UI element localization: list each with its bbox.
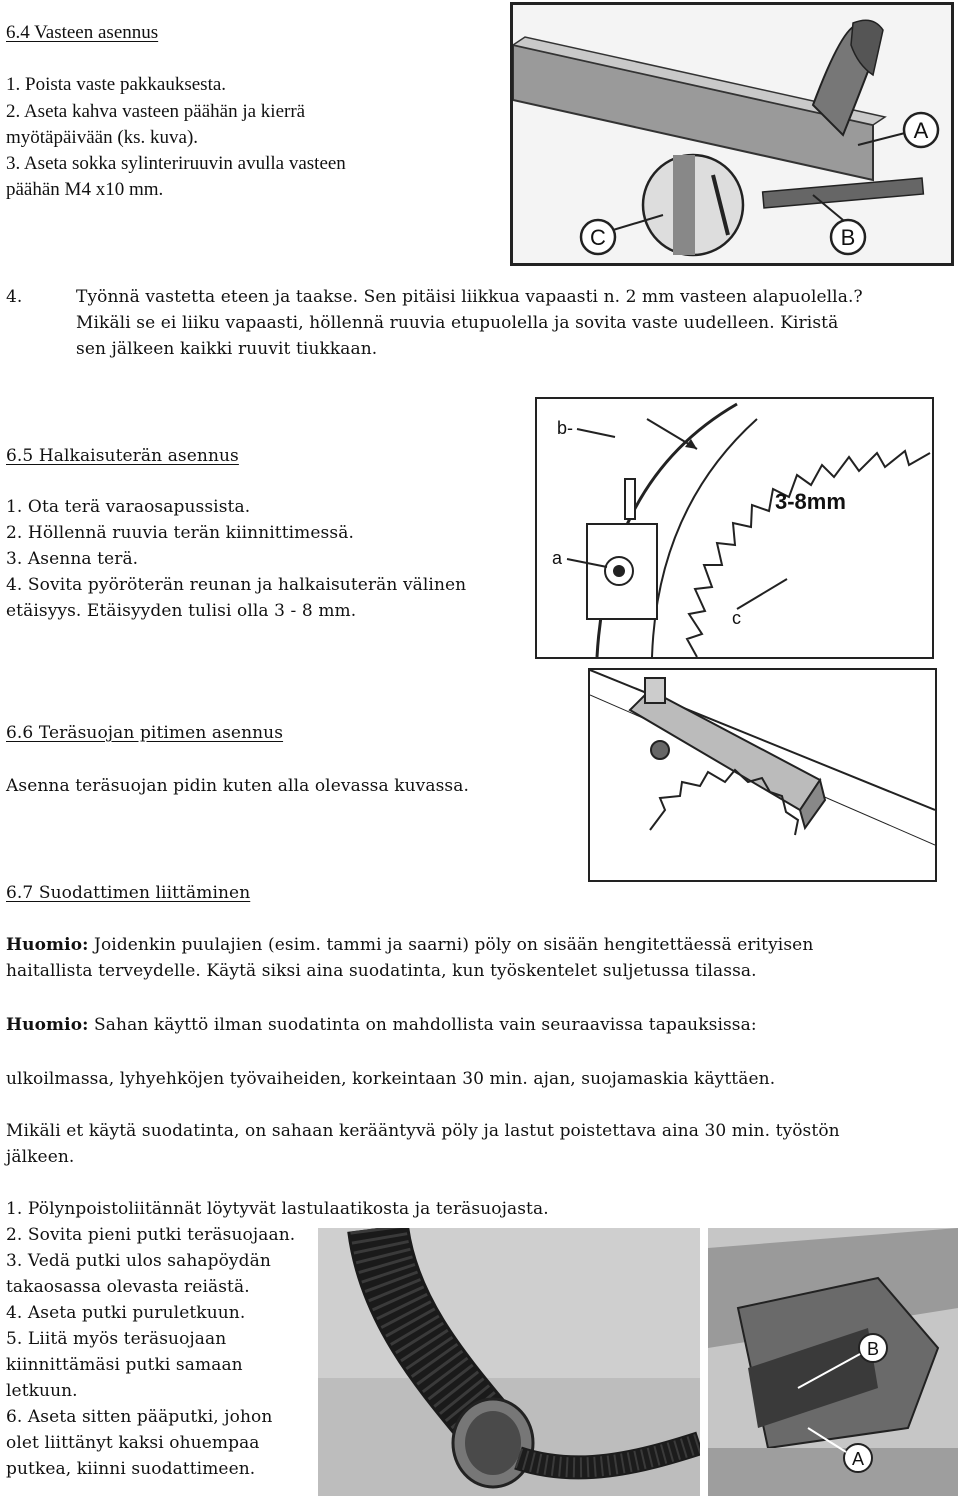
fig-label-a: A: [913, 118, 929, 143]
s67-note2-text: Sahan käyttö ilman suodatinta on mahdollista vain seuraavissa tapauksissa:: [88, 1015, 757, 1035]
s67-step-5c: letkuun.: [6, 1381, 78, 1401]
s67-note1-line2: haitallista terveydelle. Käytä siksi aina suodatinta, kun työskentelet suljetussa tilassa.: [6, 961, 757, 981]
s65-step-4b: etäisyys. Etäisyyden tulisi olla 3 - 8 mm.: [6, 601, 357, 621]
s65-step-1: 1. Ota terä varaosapussista.: [6, 497, 251, 517]
photo-label-b: B: [866, 1339, 880, 1359]
saw-guard-illustration: [708, 1228, 958, 1496]
section-6-6-title: 6.6 Teräsuojan pitimen asennus: [6, 723, 284, 743]
section-6-7-title: 6.7 Suodattimen liittäminen: [6, 883, 251, 903]
fig-label-b-lower: b-: [557, 418, 574, 438]
fence-illustration: [513, 5, 951, 263]
s64-step-4-num: 4.: [6, 287, 23, 307]
fig-label-c-lower: c: [732, 608, 741, 628]
s67-step-5b: kiinnittämäsi putki samaan: [6, 1355, 243, 1375]
s67-step-3b: takaosassa olevasta reiästä.: [6, 1277, 250, 1297]
s64-step-1: 1. Poista vaste pakkauksesta.: [6, 74, 227, 95]
s64-step-3a: 3. Aseta sokka sylinteriruuvin avulla vasteen: [6, 153, 346, 174]
saw-guard-photo: [708, 1228, 958, 1496]
s67-step-6b: olet liittänyt kaksi ohuempaa: [6, 1433, 260, 1453]
s67-note1-text: Joidenkin puulajien (esim. tammi ja saarni) pöly on sisään hengitettäessä erityisen: [88, 935, 814, 955]
fig-label-c: C: [590, 225, 606, 250]
s64-step-4-line1: Työnnä vastetta eteen ja taakse. Sen pitäisi liikkua vapaasti n. 2 mm vasteen alapuolella.?: [76, 287, 863, 307]
photo-label-a: A: [851, 1449, 865, 1469]
s67-step-1: 1. Pölynpoistoliitännät löytyvät lastulaatikosta ja teräsuojasta.: [6, 1199, 549, 1219]
s65-step-3: 3. Asenna terä.: [6, 549, 139, 569]
riving-knife-illustration: [537, 399, 932, 657]
s64-step-2a: 2. Aseta kahva vasteen päähän ja kierrä: [6, 101, 306, 122]
s67-cases: ulkoilmassa, lyhyehköjen työvaiheiden, korkeintaan 30 min. ajan, suojamaskia käyttäen.: [6, 1069, 776, 1089]
guard-holder-figure: [588, 668, 937, 882]
s67-nofilter-line2: jälkeen.: [6, 1147, 75, 1167]
s67-step-6a: 6. Aseta sitten pääputki, johon: [6, 1407, 273, 1427]
section-6-4-title: 6.4 Vasteen asennus: [6, 22, 159, 43]
s67-step-3a: 3. Vedä putki ulos sahapöydän: [6, 1251, 271, 1271]
s64-step-2b: myötäpäivään (ks. kuva).: [6, 127, 199, 148]
hose-photo: [318, 1228, 700, 1496]
fence-figure: [510, 2, 954, 266]
s67-note2-label: Huomio:: [6, 1015, 89, 1035]
riving-knife-figure: [535, 397, 934, 659]
s67-step-2: 2. Sovita pieni putki teräsuojaan.: [6, 1225, 296, 1245]
s64-step-4-line3: sen jälkeen kaikki ruuvit tiukkaan.: [76, 339, 378, 359]
s67-note2: [6, 1012, 757, 1038]
s64-step-4-line2: Mikäli se ei liiku vapaasti, höllennä ruuvia etupuolella ja sovita vaste uudelleen. Kiristä: [76, 313, 839, 333]
fig-label-a-lower: a: [552, 548, 563, 568]
s67-note1-label: Huomio:: [6, 935, 89, 955]
guard-holder-illustration: [590, 670, 935, 880]
fig-distance-label: 3-8mm: [775, 489, 846, 514]
s67-nofilter-line1: Mikäli et käytä suodatinta, on sahaan kerääntyvä pöly ja lastut poistettava aina 30 min. työstön: [6, 1121, 840, 1141]
s65-step-4a: 4. Sovita pyöröterän reunan ja halkaisuterän välinen: [6, 575, 467, 595]
s64-step-3b: päähän M4 x10 mm.: [6, 179, 164, 200]
s67-note1-line1: [6, 932, 813, 958]
section-6-5-title: 6.5 Halkaisuterän asennus: [6, 446, 239, 466]
s65-step-2: 2. Höllennä ruuvia terän kiinnittimessä.: [6, 523, 354, 543]
s67-step-6c: putkea, kiinni suodattimeen.: [6, 1459, 256, 1479]
s67-step-5a: 5. Liitä myös teräsuojaan: [6, 1329, 227, 1349]
s66-text: Asenna teräsuojan pidin kuten alla olevassa kuvassa.: [6, 776, 469, 796]
s67-step-4: 4. Aseta putki puruletkuun.: [6, 1303, 246, 1323]
fig-label-b: B: [840, 225, 856, 250]
hose-illustration: [318, 1228, 700, 1496]
